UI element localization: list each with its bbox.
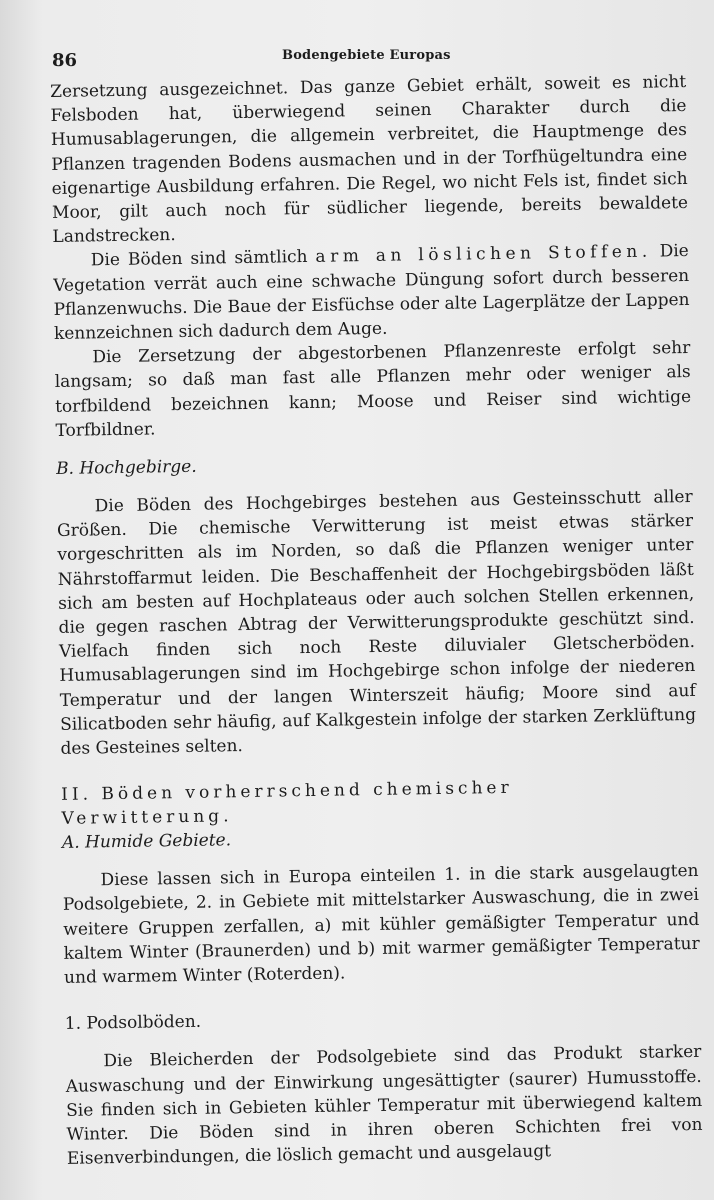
page-body (50, 70, 703, 1171)
heading-b-hochgebirge: B. Hochgebirge. (55, 456, 197, 479)
heading-a-humide: A. Humide Gebiete. (61, 830, 232, 854)
paragraph-2 (53, 239, 690, 346)
paragraph-2-rest: Die Vegetation verrät auch eine schwache Düngung sofort durch besseren Pflanzenwuchs. Die Baue der Eisfüchse oder alte Lagerplätze der Lappen kennzeichnen sich dadurch dem Auge. (53, 241, 690, 344)
heading-podsolboeden: 1. Podsolböden. (64, 1012, 202, 1035)
paragraph-5: Diese lassen sich in Europa einteilen 1. in die stark ausgelaugten Podsolgebiete, 2. in Gebiete mit mittelstarker Auswaschung, die in zwei weitere Gruppen zerfallen, a) mit kühler gemäßigter Temperatur und kaltem Winter (Braunerden) und b) mit warmer gemäßigter Temperatur und warmem Winter (Roterden). (62, 861, 700, 988)
paragraph-3: Die Zersetzung der abgestorbenen Pflanzenreste erfolgt sehr langsam; so daß man fast alle Pflanzen mehr oder weniger als torfbildend bezeichnen kann; Moose und Reiser sind wichtige Torfbildner. (54, 338, 692, 441)
paragraph-1: Zersetzung ausgezeichnet. Das ganze Gebiet erhält, soweit es nicht Felsboden hat, überwiegend seinen Charakter durch die Humusablagerungen, die allgemein verbreitet, die Hauptmenge des Pflanzen tragenden Bodens ausmachen und in der Torfhügeltundra eine eigenartige Ausbildung erfahren. Die Regel, wo nicht Fels ist, findet sich Moor, gilt auch noch für südlicher liegende, bereits bewaldete Landstrecken. (50, 72, 689, 248)
paragraph-6: Die Bleicherden der Podsolgebiete sind das Produkt starker Auswaschung und der Einwirkung ungesättigter (saurer) Humusstoffe. Sie finden sich in Gebieten kühler Temperatur mit überwiegend kaltem Winter. Die Böden sind in ihren oberen Schichten frei von Eisenverbindungen, die löslich gemacht und ausgelaugt (65, 1042, 703, 1169)
paragraph-2-emphasis: arm an löslichen Stoffen. (315, 241, 652, 268)
paragraph-4: Die Böden des Hochgebirges bestehen aus Gesteinsschutt aller Größen. Die chemische Verwitterung ist meist etwas stärker vorgeschritten als im Norden, so daß die Pflanzen weniger unter Nährstoffarmut leiden. Die Beschaffenheit der Hochgebirgsböden läßt sich am besten auf Hochplateaus oder auch solchen Stellen erkennen, die gegen raschen Abtrag der Verwitterungsprodukte geschützt sind. Vielfach finden sich noch Reste diluvialer Gletscherböden. Humusablagerungen sind im Hochgebirge schon infolge der niederen Temperatur und der langen Winterszeit häufig; Moore sind auf Silicatboden sehr häufig, auf Kalkgestein infolge der starken Zerklüftung des Gesteines selten. (56, 487, 697, 759)
heading-ii-line-2: Verwitterung. (61, 806, 233, 830)
running-head: Bodengebiete Europas (282, 48, 451, 63)
heading-ii-line-1: II. Böden vorherrschend chemischer (61, 778, 513, 806)
page-header (50, 44, 674, 71)
paragraph-2-lead: Die Böden sind sämtlich (90, 247, 308, 271)
page-number: 86 (52, 50, 78, 71)
